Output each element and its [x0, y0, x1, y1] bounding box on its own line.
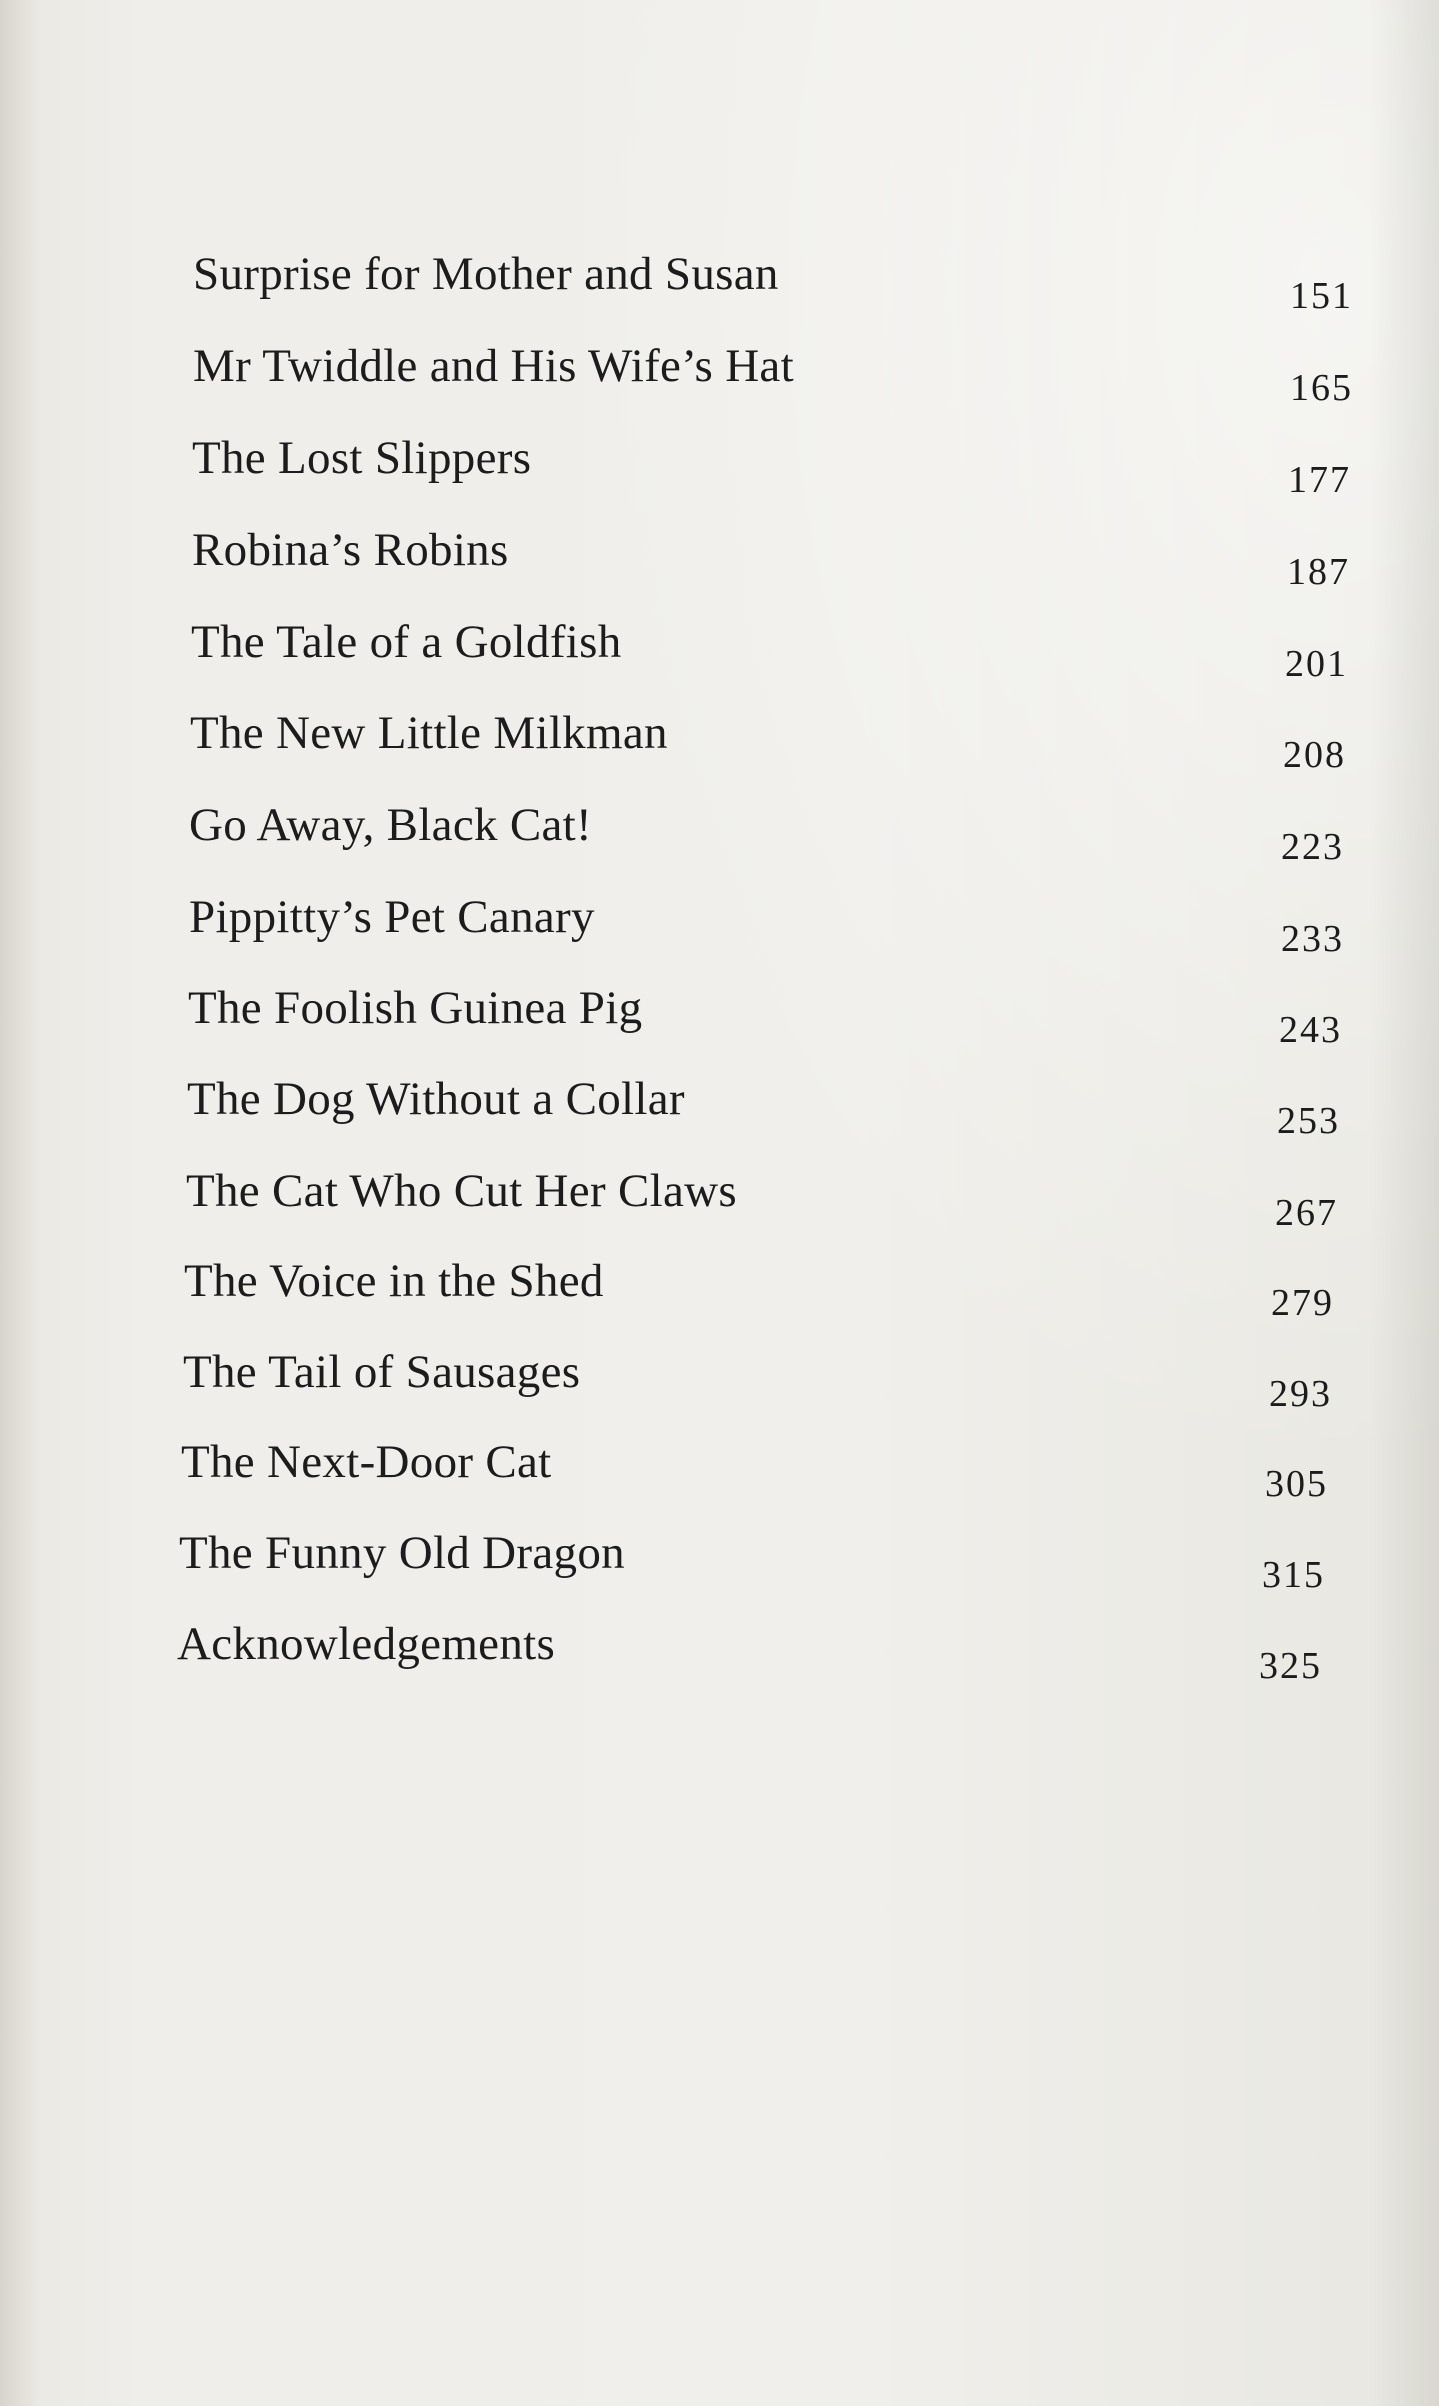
toc-entry-title: Surprise for Mother and Susan [193, 248, 779, 300]
toc-entry-title: The Voice in the Shed [184, 1255, 604, 1307]
toc-entry [177, 1614, 1337, 1687]
toc-entry-page-number: 315 [1262, 1554, 1325, 1596]
toc-entry-title: The Foolish Guinea Pig [188, 982, 643, 1034]
toc-entry [183, 1342, 1343, 1415]
toc-entry-title: The Lost Slippers [192, 432, 532, 484]
toc-entry-page-number: 305 [1265, 1463, 1328, 1505]
toc-entry [189, 795, 1349, 868]
toc-entry-page-number: 293 [1269, 1373, 1332, 1415]
toc-entry-title: Go Away, Black Cat! [189, 799, 592, 851]
toc-entry-page-number: 325 [1259, 1645, 1322, 1687]
toc-entry [192, 520, 1352, 593]
toc-entry-page-number: 177 [1288, 459, 1351, 501]
toc-entry-title: Robina’s Robins [192, 524, 509, 576]
toc-entry-title: The Tale of a Goldfish [191, 616, 622, 668]
toc-entry-page-number: 253 [1277, 1100, 1340, 1142]
toc-entry-page-number: 151 [1290, 275, 1353, 317]
toc-entry [184, 1251, 1344, 1324]
toc-entry-title: The Cat Who Cut Her Claws [186, 1165, 737, 1217]
toc-entry-page-number: 201 [1285, 643, 1348, 685]
toc-entry [181, 1432, 1341, 1505]
toc-entry-page-number: 223 [1281, 826, 1344, 868]
toc-entry-page-number: 279 [1271, 1282, 1334, 1324]
toc-entry [192, 428, 1352, 501]
toc-entry [190, 703, 1350, 776]
toc-entry [188, 978, 1348, 1051]
toc-entry-page-number: 267 [1275, 1192, 1338, 1234]
toc-entry [191, 612, 1351, 685]
toc-entry-title: The New Little Milkman [190, 707, 668, 759]
toc-entry-title: The Tail of Sausages [183, 1346, 581, 1398]
toc-entry-title: Acknowledgements [177, 1618, 556, 1670]
toc-entry [193, 336, 1353, 409]
toc-entry-page-number: 208 [1283, 734, 1346, 776]
toc-entry-title: Pippitty’s Pet Canary [189, 891, 595, 943]
toc-entry [189, 887, 1349, 960]
toc-entry [186, 1161, 1346, 1234]
toc-entry [187, 1069, 1347, 1142]
toc-entry-title: The Dog Without a Collar [187, 1073, 685, 1125]
toc-entry-page-number: 187 [1287, 551, 1350, 593]
toc-entry [193, 244, 1353, 317]
toc-entry-title: The Next-Door Cat [181, 1436, 552, 1488]
toc-entry-page-number: 233 [1281, 918, 1344, 960]
toc-entry-title: The Funny Old Dragon [179, 1527, 625, 1579]
toc-entry-page-number: 165 [1290, 367, 1353, 409]
toc-entry [179, 1523, 1339, 1596]
toc-entry-title: Mr Twiddle and His Wife’s Hat [193, 340, 794, 392]
toc-entry-page-number: 243 [1279, 1009, 1342, 1051]
